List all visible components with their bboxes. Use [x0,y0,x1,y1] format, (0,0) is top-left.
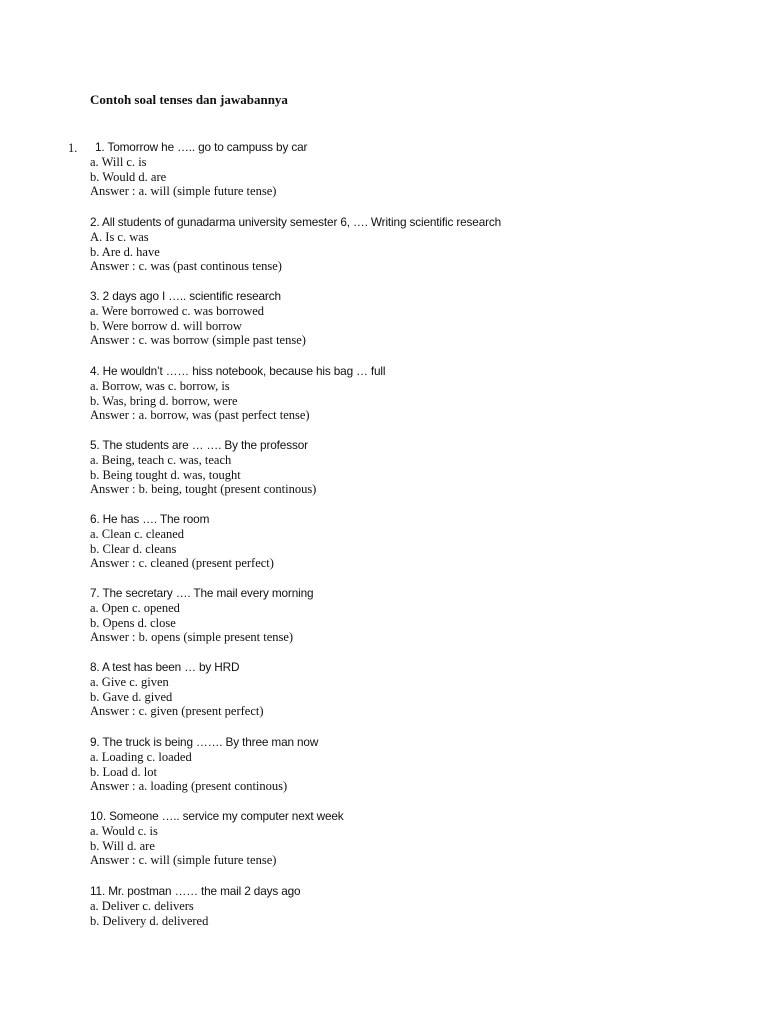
question-text: 11. Mr. postman …… the mail 2 days ago [90,884,301,898]
question-block-6 [90,512,730,571]
answer-line: Answer : a. will (simple future tense) [90,184,277,199]
option-line: b. Will d. are [90,838,155,853]
answer-line: Answer : b. opens (simple present tense) [90,630,294,645]
option-line: b. Being tought d. was, tought [90,467,241,482]
option-line: a. Borrow, was c. borrow, is [90,378,230,393]
answer-line: Answer : c. will (simple future tense) [90,853,277,868]
option-line: a. Will c. is [90,154,147,169]
option-line: a. Give c. given [90,674,169,689]
question-text: 6. He has …. The room [90,512,210,526]
answer-line: Answer : c. was (past continous tense) [90,259,282,274]
question-block-8 [90,660,730,719]
question-text: 5. The students are … …. By the professor [90,438,308,452]
answer-line: Answer : b. being, tought (present continous) [90,482,317,497]
question-block-11 [90,884,730,928]
question-text: 8. A test has been … by HRD [90,660,240,674]
answer-line: Answer : a. borrow, was (past perfect tense) [90,408,310,423]
page-title: Contoh soal tenses dan jawabannya [90,92,288,107]
answer-line: Answer : c. was borrow (simple past tense) [90,333,306,348]
answer-line: Answer : c. cleaned (present perfect) [90,556,274,571]
option-line: b. Would d. are [90,169,167,184]
question-text: 9. The truck is being ……. By three man now [90,735,319,749]
option-line: a. Were borrowed c. was borrowed [90,303,265,318]
question-text: 7. The secretary …. The mail every morning [90,586,314,600]
option-line: b. Clear d. cleans [90,541,177,556]
question-block-5 [90,438,730,497]
option-line: a. Open c. opened [90,600,180,615]
option-line: a. Loading c. loaded [90,749,192,764]
option-line: A. Is c. was [90,229,149,244]
option-line: b. Opens d. close [90,615,176,630]
answer-line: Answer : c. given (present perfect) [90,704,264,719]
option-line: b. Load d. lot [90,764,158,779]
answer-line: Answer : a. loading (present continous) [90,779,288,794]
question-text: 2. All students of gunadarma university semester 6, …. Writing scientific research [90,215,502,229]
option-line: a. Clean c. cleaned [90,526,185,541]
option-line: b. Were borrow d. will borrow [90,318,242,333]
question-block-3 [90,289,730,348]
option-line: a. Being, teach c. was, teach [90,452,232,467]
option-line: b. Was, bring d. borrow, were [90,393,238,408]
question-block-9 [90,735,730,794]
question-text: 10. Someone ….. service my computer next week [90,809,344,823]
question-text: 3. 2 days ago I ….. scientific research [90,289,281,303]
option-line: b. Are d. have [90,244,160,259]
option-line: b. Gave d. gived [90,689,173,704]
question-block-1 [90,140,730,199]
option-line: a. Deliver c. delivers [90,898,194,913]
question-text: 4. He wouldn’t …… hiss notebook, because his bag … full [90,364,386,378]
question-block-2 [90,215,730,274]
question-block-7 [90,586,730,645]
list-marker: 1. [68,141,78,155]
option-line: b. Delivery d. delivered [90,913,209,928]
question-block-10 [90,809,730,868]
question-block-4 [90,364,730,423]
option-line: a. Would c. is [90,823,158,838]
question-text: 1. Tomorrow he ….. go to campuss by car [95,140,308,154]
